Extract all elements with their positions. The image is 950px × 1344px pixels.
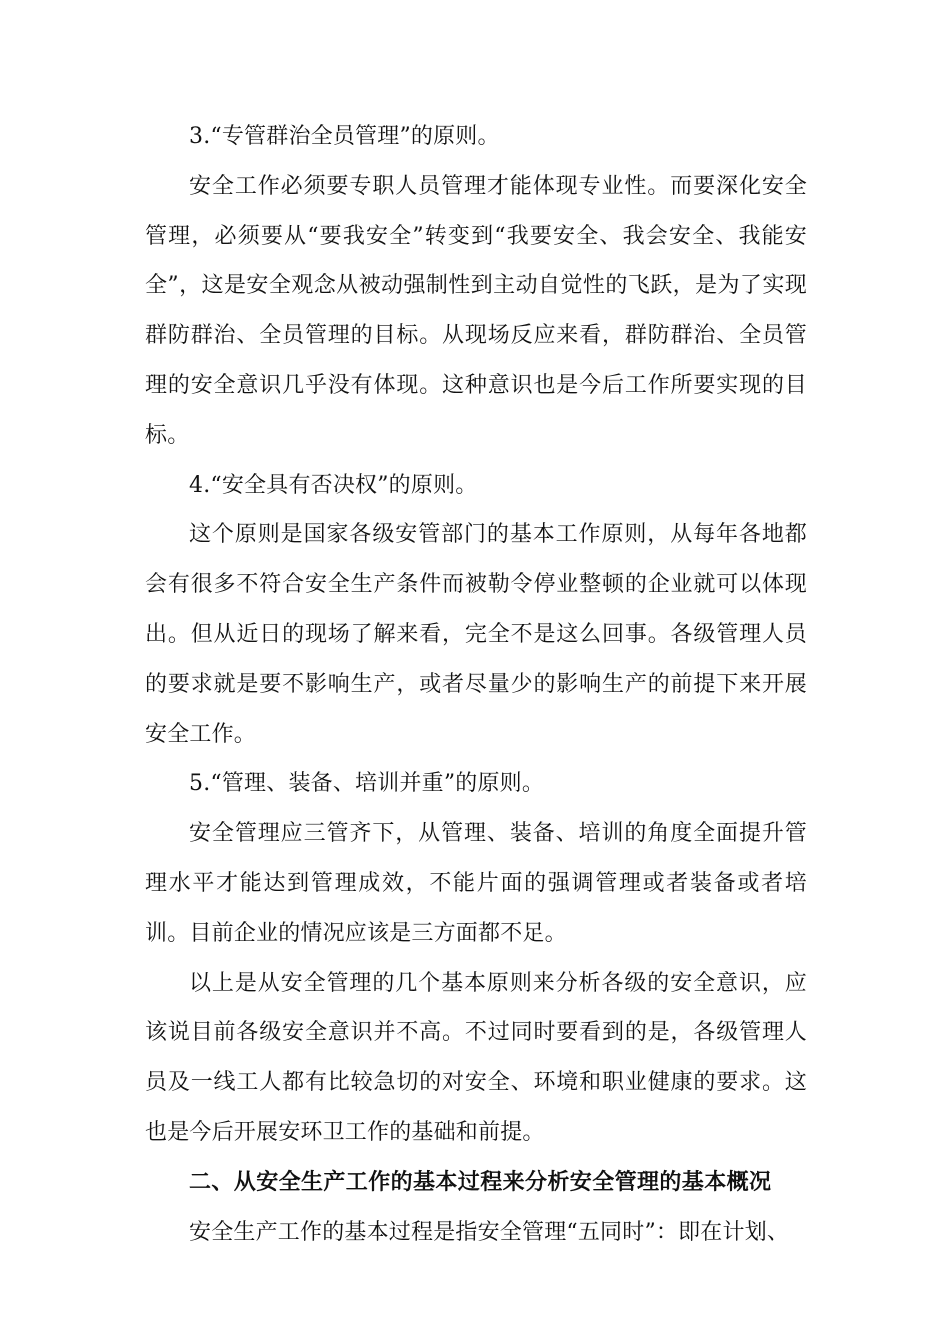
principle-4-body: 这个原则是国家各级安管部门的基本工作原则，从每年各地都会有很多不符合安全生产条件而被勒令停业整顿的企业就可以体现出。但从近日的现场了解来看，完全不是这么回事。各级管理人员的要求就是要不影响生产，或者尽量少的影响生产的前提下来开展安全工作。 (145, 522, 807, 747)
summary-paragraph: 以上是从安全管理的几个基本原则来分析各级的安全意识，应该说目前各级安全意识并不高。不过同时要看到的是，各级管理人员及一线工人都有比较急切的对安全、环境和职业健康的要求。这也是今后开展安环卫工作的基础和前提。 (145, 970, 807, 1145)
principle-5-body: 安全管理应三管齐下，从管理、装备、培训的角度全面提升管理水平才能达到管理成效，不能片面的强调管理或者装备或者培训。目前企业的情况应该是三方面都不足。 (145, 821, 807, 946)
principle-5-title: 5.“管理、装备、培训并重”的原则。 (189, 771, 545, 797)
document-body (145, 112, 807, 1257)
principle-3-title: 3.“专管群治全员管理”的原则。 (189, 124, 500, 149)
principle-3-body: 安全工作必须要专职人员管理才能体现专业性。而要深化安全管理，必须要从“要我安全”转变到“我要安全、我会安全、我能安全”，这是安全观念从被动强制性到主动自觉性的飞跃，是为了实现群防群治、全员管理的目标。从现场反应来看，群防群治、全员管理的安全意识几乎没有体现。这种意识也是今后工作所要实现的目标。 (145, 173, 807, 448)
section-2-heading: 二、从安全生产工作的基本过程来分析安全管理的基本概况 (189, 1169, 772, 1195)
section-2-intro: 安全生产工作的基本过程是指安全管理“五同时”：即在计划、 (189, 1219, 790, 1245)
principle-4-title: 4.“安全具有否决权”的原则。 (189, 472, 478, 498)
